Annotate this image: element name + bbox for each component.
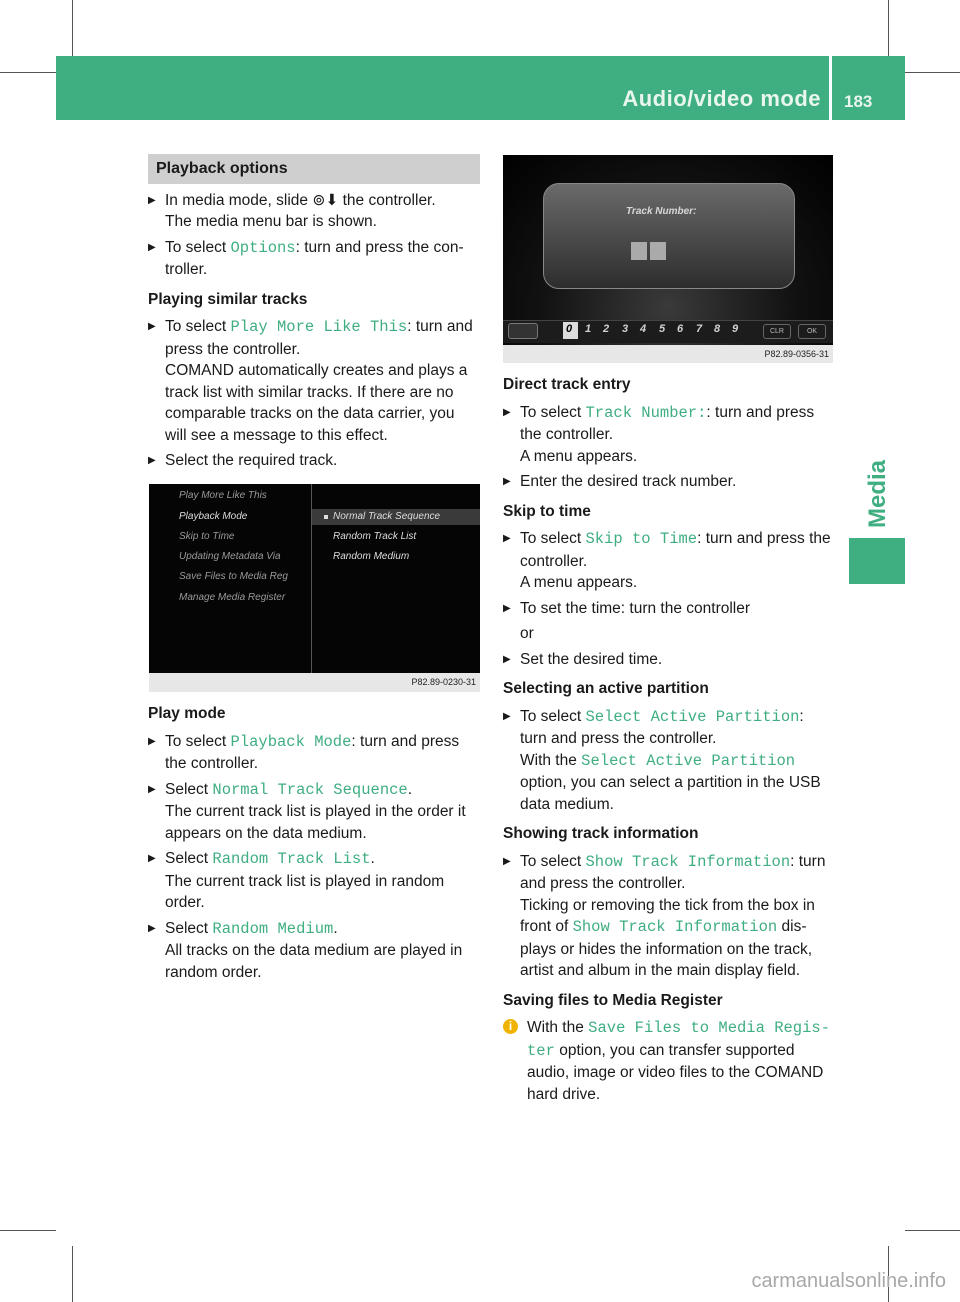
digit-key: 1	[585, 323, 592, 335]
digit-key: 5	[659, 323, 666, 335]
info-note: i With the Save Files to Media Regis- ter option, you can transfer supported audio, image or video files to the COMAND hard drive.	[503, 1017, 835, 1105]
info-icon: i	[503, 1019, 518, 1034]
bullet: ▶ To set the time: turn the controller	[503, 598, 835, 620]
subheading: Play mode	[148, 705, 226, 722]
bullet: ▶ To select Track Number:: turn and press the controller. A menu appears.	[503, 402, 835, 468]
bullet: ▶ Enter the desired track number.	[503, 471, 835, 493]
or-text: or	[520, 625, 534, 642]
digit-key: 4	[640, 323, 647, 335]
bullet: ▶ In media mode, slide ⊚⬇ the controller. The media menu bar is shown.	[148, 190, 480, 233]
subheading: Skip to time	[503, 502, 591, 520]
menu-item: Normal Track Sequence	[333, 511, 441, 522]
bullet: ▶ To select Options: turn and press the con- troller.	[148, 237, 480, 281]
track-number-dialog	[543, 183, 795, 289]
crop-mark	[72, 0, 73, 56]
bullet: ▶ To select Skip to Time: turn and press the controller. A menu appears.	[503, 528, 835, 594]
digit-key: 6	[677, 323, 684, 335]
menu-item: Play More Like This	[179, 490, 267, 501]
controller-slide-icon: ⊚⬇	[312, 191, 339, 209]
crop-mark	[905, 1230, 960, 1231]
subheading: Direct track entry	[503, 376, 631, 393]
clr-button: CLR	[763, 324, 791, 339]
header-divider	[829, 56, 832, 120]
side-section-tab	[849, 538, 905, 584]
subheading: Saving files to Media Register	[503, 991, 723, 1009]
digit-key: 3	[622, 323, 629, 335]
track-number-screenshot	[503, 155, 833, 345]
side-section-text: Media	[864, 460, 891, 529]
image-caption: P82.89-0230-31	[149, 673, 480, 692]
left-column	[148, 154, 480, 472]
bullet: ▶ Select Random Medium. All tracks on the data medium are played in random order.	[148, 918, 480, 984]
selected-dot-icon	[324, 515, 328, 519]
subheading: Playing similar tracks	[148, 290, 308, 308]
bullet: ▶ Set the desired time.	[503, 649, 835, 671]
digit-key: 7	[696, 323, 703, 335]
subheading: Selecting an active partition	[503, 680, 709, 697]
ok-button: OK	[798, 324, 826, 339]
left-column-lower	[148, 703, 480, 983]
bullet: ▶ Select Random Track List. The current track list is played in random order.	[148, 848, 480, 914]
bullet: ▶ To select Playback Mode: turn and press the controller.	[148, 731, 480, 775]
watermark: carmanualsonline.info	[751, 1270, 946, 1292]
bullet: ▶ To select Play More Like This: turn and press the controller. COMAND automatically creates and plays a track list with similar tracks. If there are no comparable tracks on the data carrier, you will see a message to this effect.	[148, 316, 480, 446]
bullet: ▶ To select Select Active Partition: turn and press the controller. With the Select Active Partition option, you can select a partition in the USB data medium.	[503, 706, 835, 816]
crop-mark	[72, 1246, 73, 1302]
side-section-label	[848, 456, 908, 532]
crop-mark	[0, 72, 56, 73]
bullet: ▶ To select Show Track Information: turn and press the controller. Ticking or removing the tick from the box in front of Show Track Information dis- plays or hides the information on the track, artist and album in the main display field.	[503, 851, 835, 982]
menu-item: Save Files to Media Reg	[179, 571, 288, 582]
back-icon	[508, 323, 538, 339]
image-caption: P82.89-0356-31	[503, 345, 833, 363]
menu-screenshot	[149, 484, 480, 673]
crop-mark	[905, 72, 960, 73]
right-column	[503, 374, 835, 1105]
digit-key: 0	[566, 323, 573, 335]
dialog-label: Track Number:	[626, 206, 697, 217]
section-title: Playback options	[148, 154, 480, 184]
menu-item: Skip to Time	[179, 531, 235, 542]
page-header	[56, 56, 905, 120]
crop-mark	[0, 1230, 56, 1231]
digit-key: 9	[732, 323, 739, 335]
bullet: ▶ Select Normal Track Sequence. The current track list is played in the order it appears on the data medium.	[148, 779, 480, 845]
menu-item: Random Medium	[333, 551, 410, 562]
input-box	[650, 242, 666, 260]
menu-item: Playback Mode	[179, 511, 248, 522]
page-number: 183	[844, 92, 873, 111]
input-box	[631, 242, 647, 260]
bullet: ▶ Select the required track.	[148, 450, 480, 472]
menu-item: Random Track List	[333, 531, 417, 542]
menu-item: Updating Metadata Via	[179, 551, 281, 562]
digit-key: 2	[603, 323, 610, 335]
digit-key: 8	[714, 323, 721, 335]
chapter-title: Audio/video mode	[622, 86, 821, 111]
menu-item: Manage Media Register	[179, 592, 286, 603]
crop-mark	[888, 0, 889, 56]
subheading: Showing track information	[503, 825, 699, 842]
